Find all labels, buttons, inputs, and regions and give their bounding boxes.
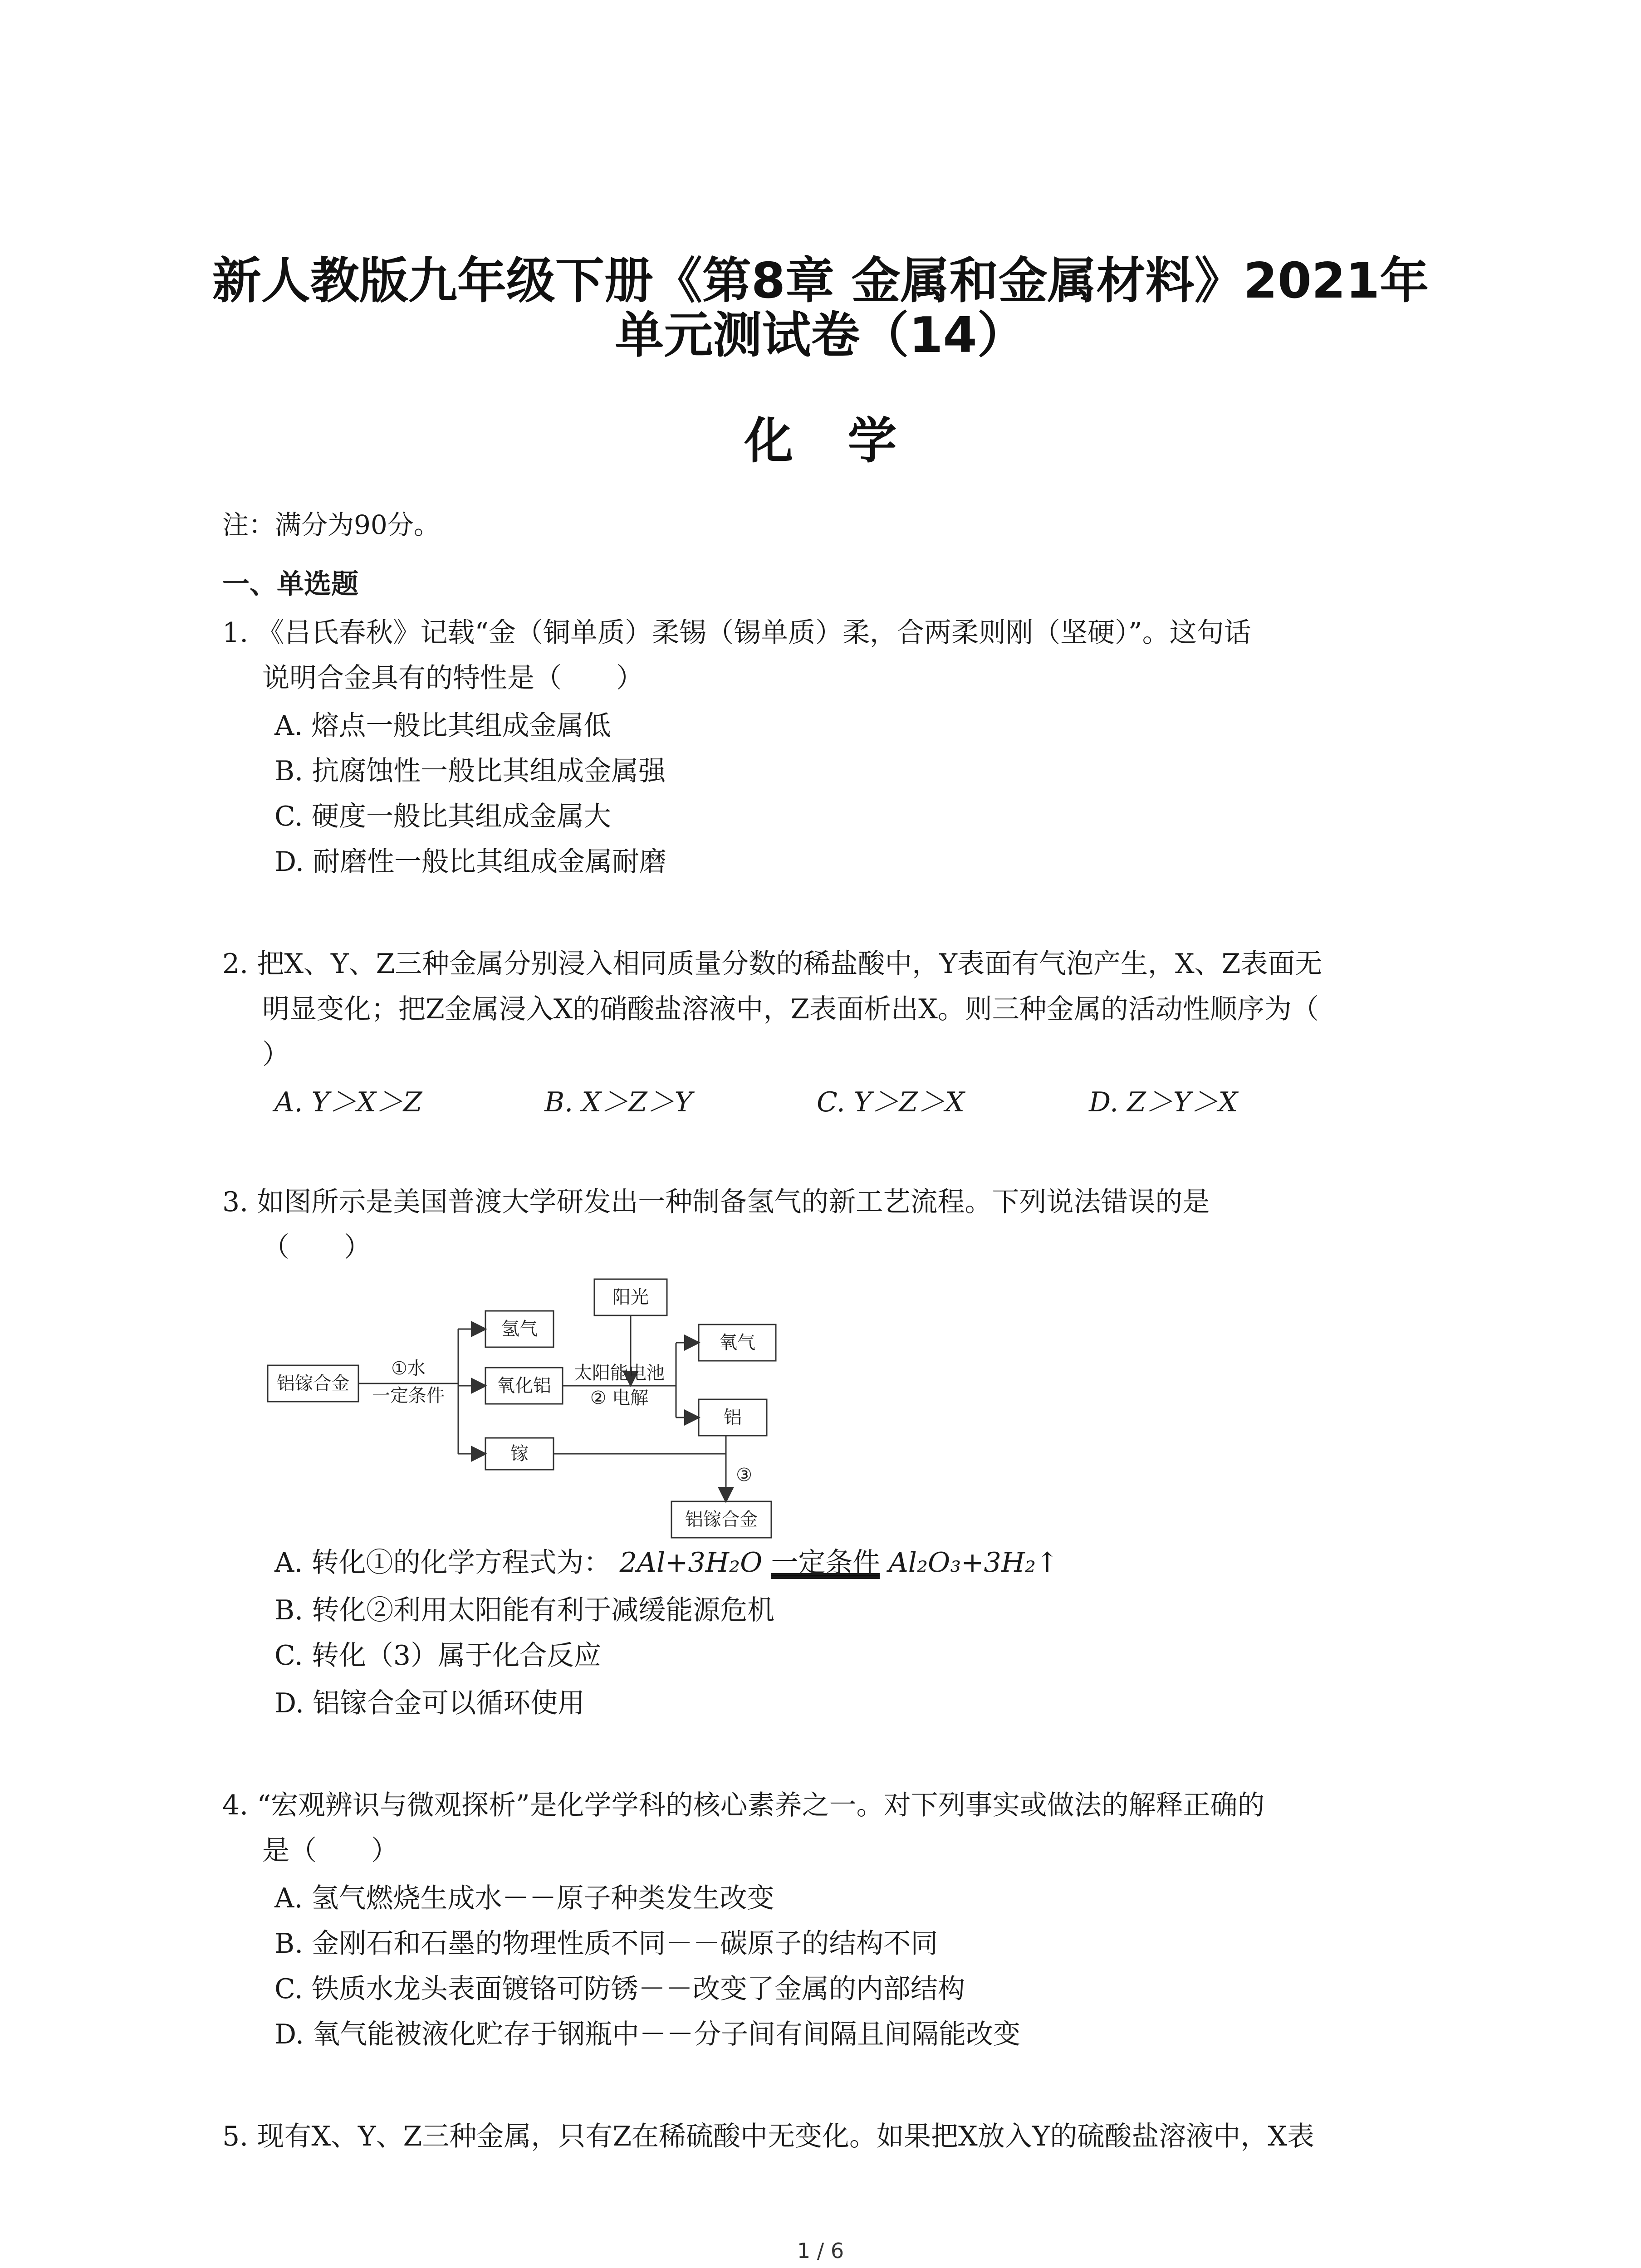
label-alloy-bottom: 铝镓合金 [685, 1509, 758, 1530]
label-step2-bottom: ② 电解 [590, 1388, 649, 1408]
page-number: 1 / 6 [797, 2239, 844, 2263]
q4-option-a: A. 氢气燃烧生成水－－原子种类发生改变 [274, 1882, 774, 1914]
q1-option-b: B. 抗腐蚀性一般比其组成金属强 [274, 755, 666, 787]
label-step1-top: ①水 [391, 1358, 426, 1379]
label-sunlight: 阳光 [612, 1287, 649, 1308]
process-flow-diagram [259, 1266, 803, 1547]
q2-option-c: C. Y＞Z＞X [817, 1086, 965, 1118]
q3-option-b: B. 转化②利用太阳能有利于减缓能源危机 [274, 1594, 775, 1626]
label-step3: ③ [736, 1465, 752, 1486]
q3-option-a [274, 1547, 1058, 1579]
title-line-1: 新人教版九年级下册《第8章 金属和金属材料》2021年 [212, 253, 1429, 309]
label-oxygen: 氧气 [719, 1332, 755, 1353]
q2-stem-line1: 2. 把X、Y、Z三种金属分别浸入相同质量分数的稀盐酸中，Y表面有气泡产生，X、Z表面无 [222, 948, 1323, 980]
label-gallium: 镓 [510, 1443, 529, 1464]
q3-option-d: D. 铝镓合金可以循环使用 [274, 1687, 585, 1719]
q2-stem-line3: ） [262, 1039, 289, 1070]
label-hydrogen: 氢气 [501, 1319, 538, 1339]
section-single-choice: 一、单选题 [222, 568, 358, 600]
q3-option-a-prefix: A. 转化①的化学方程式为： [274, 1547, 611, 1579]
q4-option-d: D. 氧气能被液化贮存于钢瓶中－－分子间有间隔且间隔能改变 [274, 2019, 1021, 2050]
q2-option-b: B. X＞Z＞Y [544, 1086, 693, 1118]
label-alumina: 氧化铝 [497, 1375, 551, 1396]
q3-equation-lhs: 2Al+3H₂O [619, 1547, 763, 1579]
label-step1-bottom: 一定条件 [372, 1385, 445, 1406]
q3-option-c: C. 转化（3）属于化合反应 [274, 1640, 602, 1672]
q5-stem-line1: 5. 现有X、Y、Z三种金属，只有Z在稀硫酸中无变化。如果把X放入Y的硫酸盐溶液中，X表 [222, 2121, 1315, 2152]
q2-option-d: D. Z＞Y＞X [1089, 1086, 1238, 1118]
q1-option-a: A. 熔点一般比其组成金属低 [274, 710, 611, 742]
q4-option-c: C. 铁质水龙头表面镀铬可防锈－－改变了金属的内部结构 [274, 1973, 965, 2005]
subject-heading: 化学 [744, 413, 951, 469]
q3-equation-condition: 一定条件 [771, 1547, 880, 1579]
title-line-2: 单元测试卷（14） [615, 307, 1026, 364]
q2-option-a: A. Y＞X＞Z [274, 1086, 422, 1118]
q1-option-d: D. 耐磨性一般比其组成金属耐磨 [274, 846, 667, 878]
q4-stem-line2: 是（ ） [262, 1835, 398, 1867]
q3-equation-rhs: Al₂O₃+3H₂↑ [888, 1547, 1059, 1579]
label-alloy-left: 铝镓合金 [277, 1373, 349, 1394]
q4-option-b: B. 金刚石和石墨的物理性质不同－－碳原子的结构不同 [274, 1928, 938, 1960]
q1-stem-line1: 1. 《吕氏春秋》记载“金（铜单质）柔锡（锡单质）柔，合两柔则刚（坚硬）”。这句话 [222, 617, 1251, 649]
q1-stem-line2: 说明合金具有的特性是（ ） [262, 662, 643, 694]
label-aluminum: 铝 [724, 1407, 742, 1428]
q2-stem-line2: 明显变化；把Z金属浸入X的硝酸盐溶液中，Z表面析出X。则三种金属的活动性顺序为（ [262, 993, 1319, 1025]
q3-stem-line1: 3. 如图所示是美国普渡大学研发出一种制备氢气的新工艺流程。下列说法错误的是 [222, 1186, 1210, 1218]
q1-option-c: C. 硬度一般比其组成金属大 [274, 801, 611, 832]
q3-stem-line2: （ ） [262, 1232, 371, 1263]
label-step2-top: 太阳能电池 [574, 1363, 665, 1383]
q4-stem-line1: 4. “宏观辨识与微观探析”是化学学科的核心素养之一。对下列事实或做法的解释正确的 [222, 1789, 1265, 1821]
score-note: 注：满分为90分。 [222, 509, 440, 540]
